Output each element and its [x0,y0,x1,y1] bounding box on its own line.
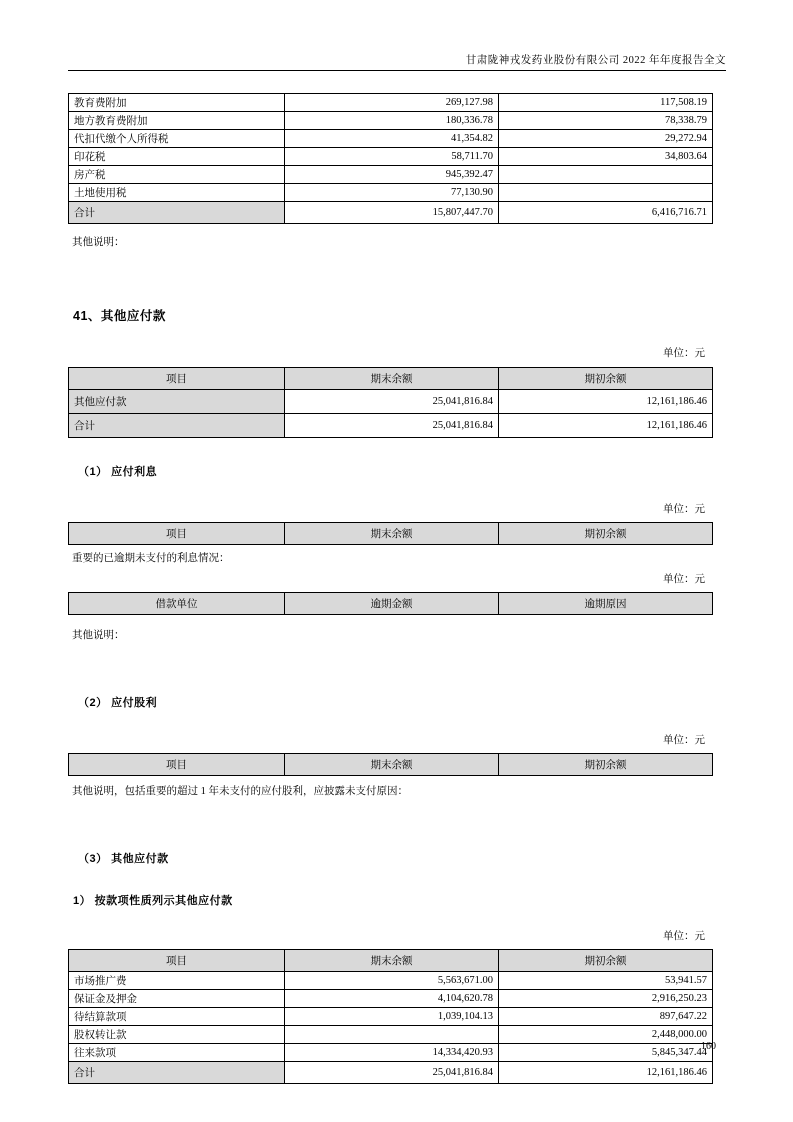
end-balance-cell: 25,041,816.84 [285,414,499,438]
unit-label: 单位：元 [663,504,705,515]
item-cell: 保证金及押金 [69,990,285,1008]
col-header-item: 项目 [69,523,285,545]
table-row [69,148,713,166]
end-balance-cell: 25,041,816.84 [285,1062,499,1084]
page-content [0,93,793,1084]
end-balance-cell: 41,354.82 [285,130,499,148]
dividends-payable-table [68,753,713,776]
end-balance-cell: 1,039,104.13 [285,1008,499,1026]
item-cell: 教育费附加 [69,94,285,112]
end-balance-cell: 58,711.70 [285,148,499,166]
tax-surcharges-table [68,93,713,224]
table-row [69,166,713,184]
begin-balance-cell: 6,416,716.71 [499,202,713,224]
table-row [69,390,713,414]
item-cell: 地方教育费附加 [69,112,285,130]
table-row [69,112,713,130]
other-notes-text: 其他说明： [72,630,125,641]
table-row [69,130,713,148]
item-cell: 往来款项 [69,1044,285,1062]
report-title: 甘肃陇神戎发药业股份有限公司 2022 年年度报告全文 [465,55,726,66]
section-41-1-title: （1） 应付利息 [78,466,158,478]
unit-label: 单位：元 [663,931,705,942]
item-cell: 土地使用税 [69,184,285,202]
table-header-row [69,368,713,390]
item-cell: 印花税 [69,148,285,166]
end-balance-cell: 945,392.47 [285,166,499,184]
other-notes-text: 其他说明： [72,237,125,248]
table-row [69,1026,713,1044]
table-row [69,1044,713,1062]
end-balance-cell: 269,127.98 [285,94,499,112]
begin-balance-cell: 117,508.19 [499,94,713,112]
total-row [69,1062,713,1084]
begin-balance-cell: 53,941.57 [499,972,713,990]
unit-label: 单位：元 [663,348,705,359]
begin-balance-cell [499,166,713,184]
begin-balance-cell: 12,161,186.46 [499,1062,713,1084]
table-row [69,990,713,1008]
table-header-row [69,523,713,545]
end-balance-cell: 5,563,671.00 [285,972,499,990]
item-cell: 市场推广费 [69,972,285,990]
item-cell: 房产税 [69,166,285,184]
col-header-end-balance: 期末余额 [285,368,499,390]
begin-balance-cell: 897,647.22 [499,1008,713,1026]
item-cell: 合计 [69,414,285,438]
overdue-interest-table [68,592,713,615]
begin-balance-cell: 5,845,347.44 [499,1044,713,1062]
total-row [69,202,713,224]
begin-balance-cell: 29,272.94 [499,130,713,148]
item-cell: 合计 [69,1062,285,1084]
col-header-borrower: 借款单位 [69,593,285,615]
unit-label: 单位：元 [663,735,705,746]
end-balance-cell: 25,041,816.84 [285,390,499,414]
item-cell: 股权转让款 [69,1026,285,1044]
col-header-end-balance: 期末余额 [285,523,499,545]
item-cell: 其他应付款 [69,390,285,414]
table-row [69,94,713,112]
begin-balance-cell: 12,161,186.46 [499,390,713,414]
col-header-begin-balance: 期初余额 [499,950,713,972]
section-41-2-title: （2） 应付股利 [78,697,158,709]
end-balance-cell: 4,104,620.78 [285,990,499,1008]
table-row [69,972,713,990]
col-header-item: 项目 [69,950,285,972]
interest-payable-table [68,522,713,545]
table-header-row [69,950,713,972]
table-row [69,184,713,202]
report-header [68,52,726,71]
item-cell: 待结算款项 [69,1008,285,1026]
other-payables-summary-table [68,367,713,438]
item-cell: 合计 [69,202,285,224]
col-header-begin-balance: 期初余额 [499,368,713,390]
end-balance-cell: 77,130.90 [285,184,499,202]
col-header-begin-balance: 期初余额 [499,523,713,545]
begin-balance-cell: 34,803.64 [499,148,713,166]
item-cell: 代扣代缴个人所得税 [69,130,285,148]
col-header-item: 项目 [69,368,285,390]
unit-label: 单位：元 [663,574,705,585]
end-balance-cell [285,1026,499,1044]
end-balance-cell: 180,336.78 [285,112,499,130]
overdue-interest-note: 重要的已逾期未支付的利息情况： [72,553,230,564]
section-41-3-1-title: 1） 按款项性质列示其他应付款 [73,895,233,907]
col-header-overdue-amount: 逾期金额 [285,593,499,615]
table-row [69,1008,713,1026]
begin-balance-cell: 78,338.79 [499,112,713,130]
page-number: 160 [701,1041,716,1052]
other-payables-by-nature-table [68,949,713,1084]
end-balance-cell: 14,334,420.93 [285,1044,499,1062]
table-header-row [69,593,713,615]
begin-balance-cell: 2,916,250.23 [499,990,713,1008]
begin-balance-cell [499,184,713,202]
col-header-begin-balance: 期初余额 [499,754,713,776]
table-header-row [69,754,713,776]
col-header-end-balance: 期末余额 [285,950,499,972]
begin-balance-cell: 12,161,186.46 [499,414,713,438]
section-41-title: 41、其他应付款 [73,309,166,323]
col-header-item: 项目 [69,754,285,776]
total-row [69,414,713,438]
end-balance-cell: 15,807,447.70 [285,202,499,224]
section-41-3-title: （3） 其他应付款 [78,853,169,865]
col-header-overdue-reason: 逾期原因 [499,593,713,615]
dividends-note: 其他说明，包括重要的超过 1 年未支付的应付股利，应披露未支付原因： [72,786,408,797]
col-header-end-balance: 期末余额 [285,754,499,776]
begin-balance-cell: 2,448,000.00 [499,1026,713,1044]
